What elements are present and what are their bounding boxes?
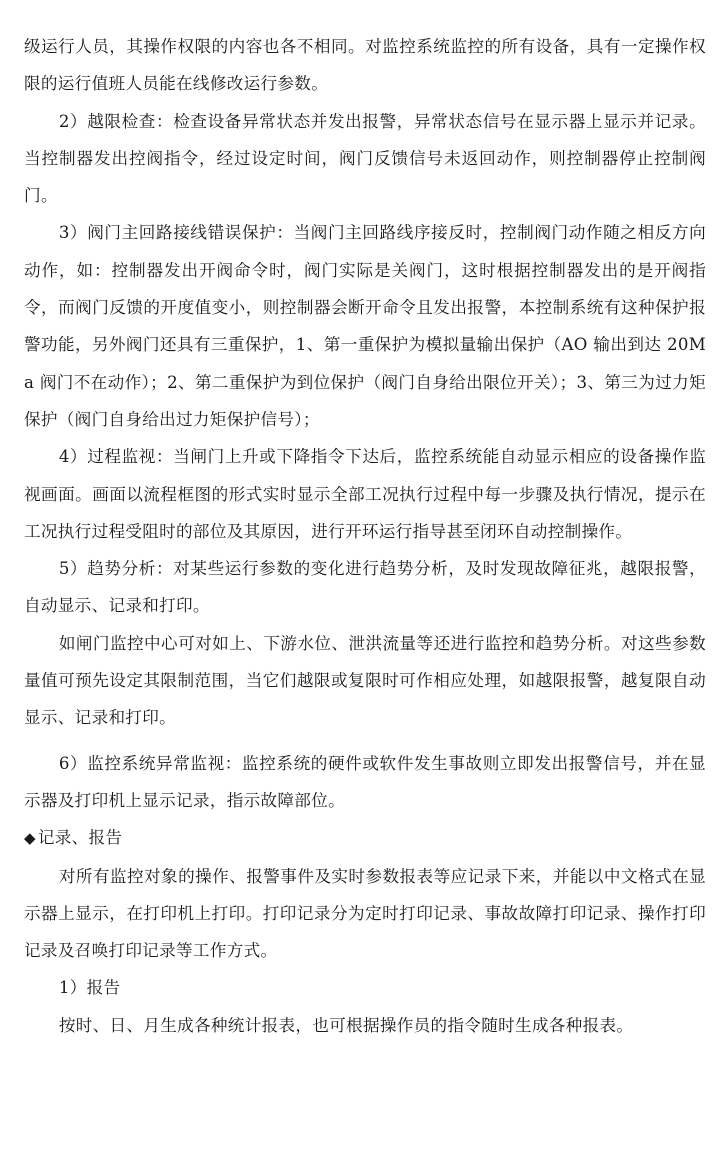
- paragraph-valve-wiring-protection: 3）阀门主回路接线错误保护：当阀门主回路线序接反时，控制阀门动作随之相反方向动作，如：控制器发出开阀命令时，阀门实际是关阀门，这时根据控制器发出的是开阀指令，而阀门反馈的开度值变小，则控制器会断开命令且发出报警，本控制系统有这种保护报警功能，另外阀门还具有三重保护，1、第一重保护为模拟量输出保护（AO 输出到达 20Ma 阀门不在动作）；2、第二重保护为到位保护（阀门自身给出限位开关）；3、第三为过力矩保护（阀门自身给出过力矩保护信号）；: [24, 223, 706, 429]
- paragraph-gate-monitoring-center: 如闸门监控中心可对如上、下游水位、泄洪流量等还进行监控和趋势分析。对这些参数量值可预先设定其限制范围，当它们越限或复限时可作相应处理，如越限报警，越复限自动显示、记录和打印。: [24, 633, 706, 728]
- paragraph-process-monitoring: 4）过程监视：当闸门上升或下降指令下达后，监控系统能自动显示相应的设备操作监视画面。画面以流程框图的形式实时显示全部工况执行过程中每一步骤及执行情况，提示在工况执行过程受阻时的部位及其原因，进行开环运行指导甚至闭环自动控制操作。: [24, 447, 706, 541]
- section-heading-text: 记录、报告: [37, 828, 123, 848]
- paragraph-operation-permissions: 级运行人员，其操作权限的内容也各不相同。对监控系统监控的所有设备，具有一定操作权限的运行值班人员能在线修改运行参数。: [24, 37, 706, 94]
- diamond-bullet-icon: ◆: [24, 829, 36, 848]
- sub-heading-report: 1）报告: [58, 978, 121, 998]
- paragraph-limit-check: 2）越限检查：检查设备异常状态并发出报警，异常状态信号在显示器上显示并记录。当控制器发出控阀指令，经过设定时间，阀门反馈信号未返回动作，则控制器停止控制阀门。: [24, 111, 706, 206]
- section-heading-records-reports: [24, 819, 706, 857]
- paragraph-records: 对所有监控对象的操作、报警事件及实时参数报表等应记录下来，并能以中文格式在显示器上显示，在打印机上打印。打印记录分为定时打印记录、事故故障打印记录、操作打印记录及召唤打印记录等工作方式。: [24, 866, 706, 961]
- paragraph-system-abnormal-monitoring: 6）监控系统异常监视：监控系统的硬件或软件发生事故则立即发出报警信号，并在显示器及打印机上显示记录，指示故障部位。: [24, 753, 706, 810]
- paragraph-trend-analysis: 5）趋势分析：对某些运行参数的变化进行趋势分析，及时发现故障征兆，越限报警，自动显示、记录和打印。: [24, 559, 706, 616]
- paragraph-report-generation: 按时、日、月生成各种统计报表，也可根据操作员的指令随时生成各种报表。: [58, 1015, 634, 1035]
